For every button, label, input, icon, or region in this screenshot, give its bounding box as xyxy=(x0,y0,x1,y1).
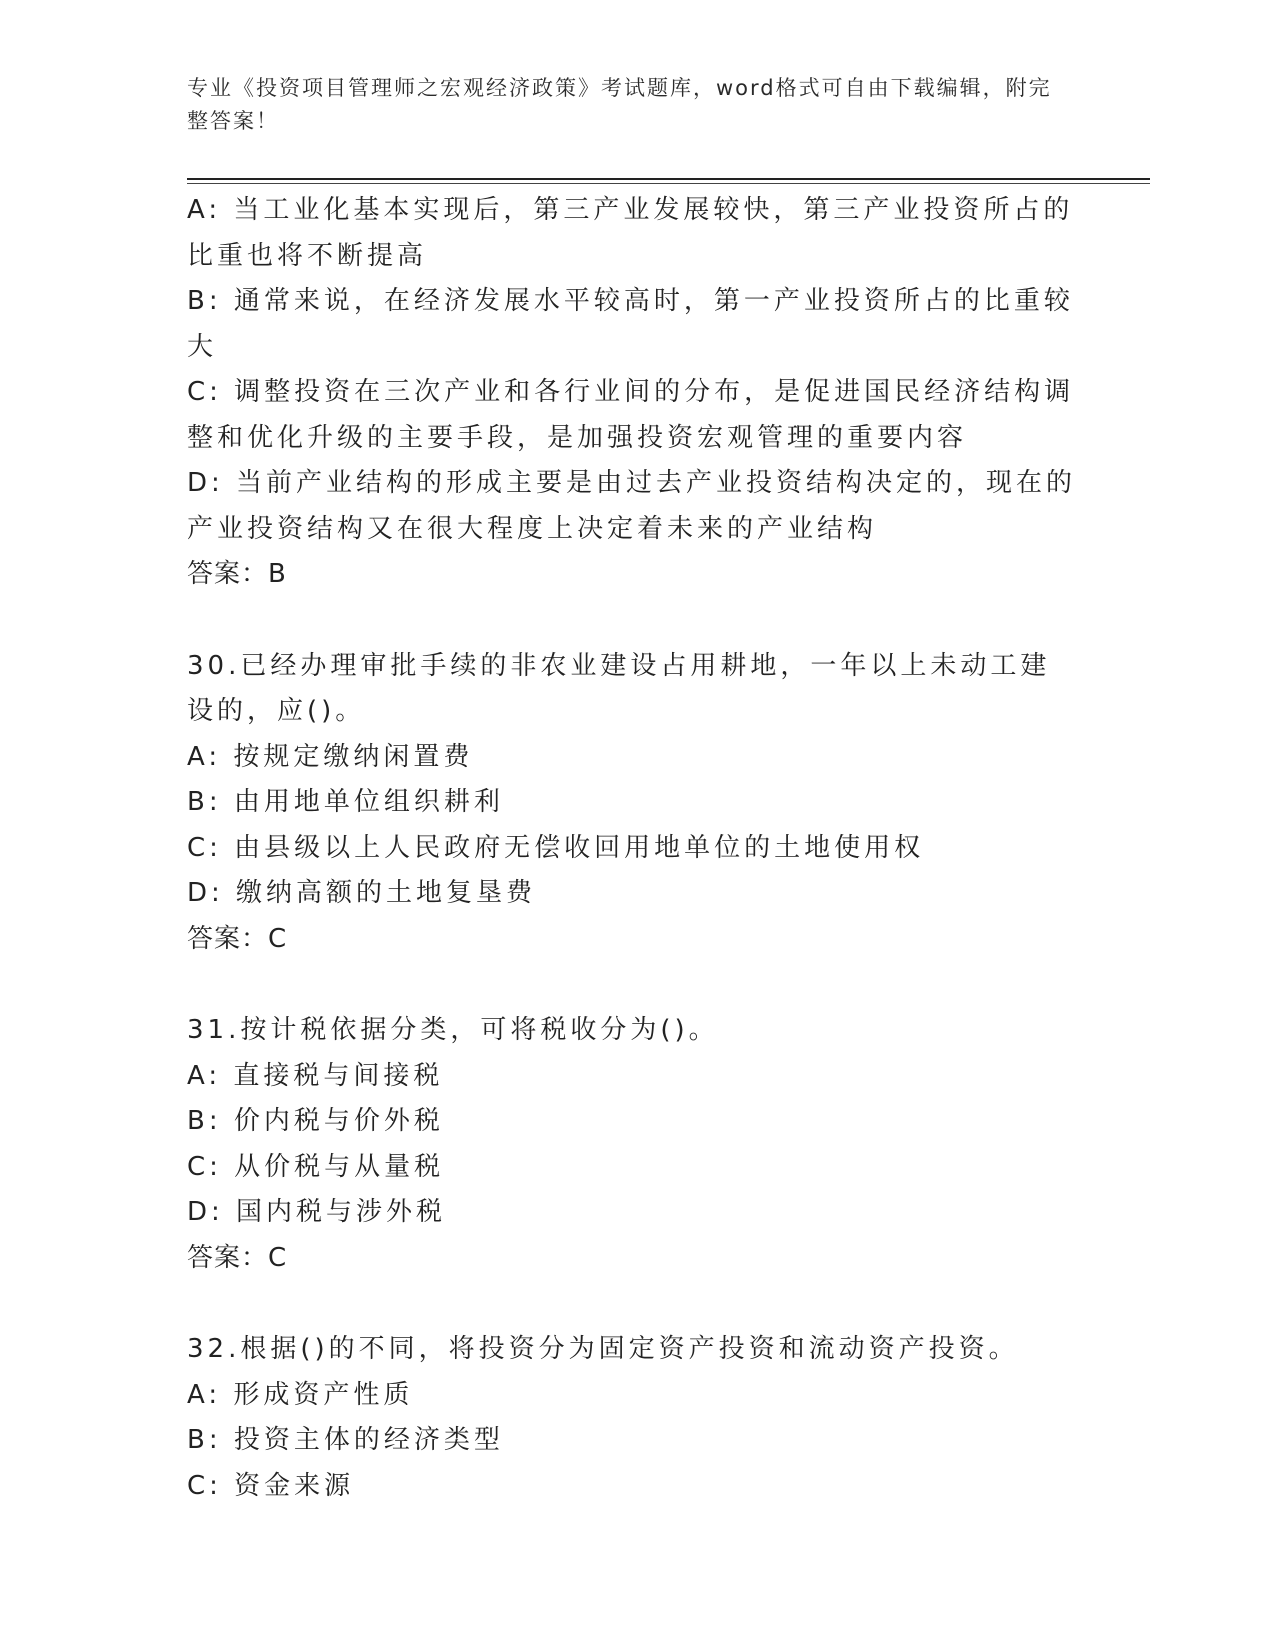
question-gap xyxy=(187,598,1077,644)
question-gap xyxy=(187,1281,1077,1327)
option-a: A: 直接税与间接税 xyxy=(187,1060,444,1091)
option-d: D: 缴纳高额的土地复垦费 xyxy=(187,878,537,908)
option-c: C: 调整投资在三次产业和各行业间的分布，是促进国民经济结构调整和优化升级的主要手段，是加强投资宏观管理的重要内容 xyxy=(187,377,1075,453)
document-header: 专业《投资项目管理师之宏观经济政策》考试题库，word格式可自由下载编辑，附完整答案！ xyxy=(187,76,1052,133)
option-d: D: 当前产业结构的形成主要是由过去产业投资结构决定的，现在的产业投资结构又在很大程度上决定着未来的产业结构 xyxy=(187,468,1077,544)
answer-line: 答案：B xyxy=(187,559,287,589)
question-list xyxy=(187,188,1077,1509)
option-c: C: 由县级以上人民政府无偿收回用地单位的土地使用权 xyxy=(187,832,925,863)
option-c: C: 从价税与从量税 xyxy=(187,1151,445,1182)
question-gap xyxy=(187,962,1077,1008)
question-stem: 30.已经办理审批手续的非农业建设占用耕地，一年以上未动工建设的，应()。 xyxy=(187,650,1051,726)
option-a: A: 形成资产性质 xyxy=(187,1379,414,1410)
answer-line: 答案：C xyxy=(187,1242,288,1273)
option-a: A: 当工业化基本实现后，第三产业发展较快，第三产业投资所占的比重也将不断提高 xyxy=(187,195,1074,271)
option-b: B: 价内税与价外税 xyxy=(187,1106,444,1136)
option-b: B: 由用地单位组织耕利 xyxy=(187,787,504,817)
question-stem: 31.按计税依据分类，可将税收分为()。 xyxy=(187,1015,719,1045)
option-a: A: 按规定缴纳闲置费 xyxy=(187,741,474,772)
answer-line: 答案：C xyxy=(187,923,288,954)
option-c: C: 资金来源 xyxy=(187,1470,355,1501)
question-stem: 32.根据()的不同，将投资分为固定资产投资和流动资产投资。 xyxy=(187,1334,1019,1364)
header-divider-thin xyxy=(187,183,1150,184)
header-divider xyxy=(187,178,1150,180)
option-b: B: 通常来说，在经济发展水平较高时，第一产业投资所占的比重较大 xyxy=(187,286,1074,362)
option-d: D: 国内税与涉外税 xyxy=(187,1197,447,1227)
option-b: B: 投资主体的经济类型 xyxy=(187,1425,504,1455)
